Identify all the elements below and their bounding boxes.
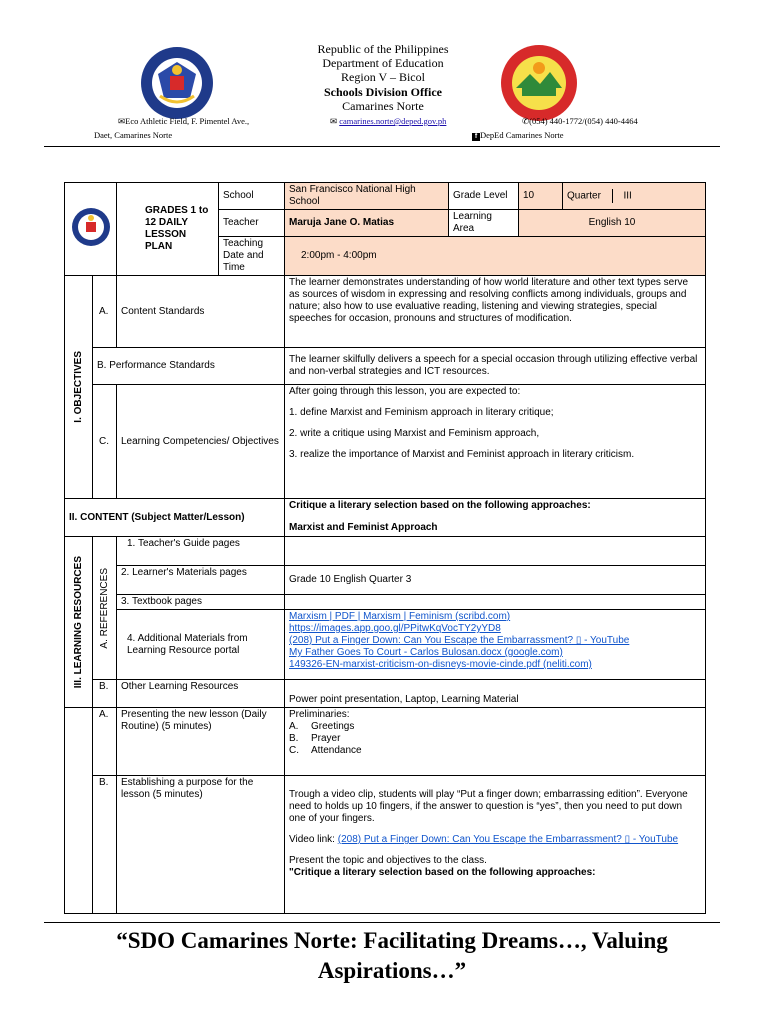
envelope-icon: ✉ (118, 116, 126, 126)
presenting-label: Presenting the new lesson (Daily Routine) (5 minutes) (117, 708, 285, 776)
quarter-label: Quarter (567, 190, 601, 202)
video-link[interactable]: (208) Put a Finger Down: Can You Escape the Embarrassment? ▯ - YouTube (337, 834, 679, 845)
competencies-text (285, 385, 706, 499)
email-icon: ✉ (330, 116, 338, 126)
school-value: San Francisco National High School (285, 183, 449, 210)
present-topic-text: Present the topic and objectives to the class. (289, 855, 487, 866)
other-resources-label: Other Learning Resources (117, 680, 285, 708)
other-resources-value: Power point presentation, Laptop, Learning Material (285, 680, 706, 708)
header-divider (44, 146, 720, 147)
list-item: A. Greetings (289, 721, 355, 732)
deped-small-logo (71, 207, 111, 247)
references-title: A. REFERENCES (98, 567, 110, 649)
competencies-intro: After going through this lesson, you are expected to: (289, 386, 521, 397)
teachers-guide-label: 1. Teacher's Guide pages (117, 537, 285, 566)
critique-text: "Critique a literary selection based on the following approaches: (289, 867, 596, 878)
quarter-divider (612, 189, 613, 203)
header-line-4: Schools Division Office (323, 84, 442, 99)
facebook-line: f DepEd Camarines Norte (472, 130, 564, 141)
learning-resources-section (65, 537, 93, 708)
letterhead (0, 0, 768, 150)
competency-item: 2. write a critique using Marxist and Feminism approach, (289, 428, 540, 439)
quarter-cell (563, 183, 706, 210)
division-seal-logo (500, 44, 578, 122)
preliminaries-text (285, 708, 706, 776)
teacher-value: Maruja Jane O. Matias (285, 210, 449, 237)
teaching-date-label: Teaching Date and Time (219, 237, 285, 276)
content-line-2: Marxist and Feminist Approach (289, 522, 438, 533)
agency-heading (270, 42, 496, 113)
additional-materials-links (285, 610, 706, 680)
footer-slogan: “SDO Camarines Norte: Facilitating Dreams…, Valuing Aspirations…” (116, 928, 668, 983)
teaching-date-value: 2:00pm - 4:00pm (285, 237, 706, 276)
address-line-2: Daet, Camarines Norte (94, 130, 173, 140)
content-line-1: Critique a literary selection based on the following approaches: (289, 500, 591, 511)
phone-icon: ✆ (522, 116, 530, 126)
content-standards-key: A. (93, 276, 117, 348)
content-text (285, 499, 706, 537)
procedures-section (65, 708, 93, 914)
resource-link[interactable]: My Father Goes To Court - Carlos Bulosan.docx (google.com) (289, 647, 563, 658)
preliminaries-intro: Preliminaries: (289, 709, 350, 720)
performance-standards-text: The learner skilfully delivers a speech for a special occasion through utilizing effective verbal and non-verbal strategies and ICT resources. (285, 348, 706, 385)
learners-materials-label: 2. Learner's Materials pages (117, 566, 285, 595)
header-line-3: Region V – Bicol (341, 70, 425, 85)
learning-area-value: English 10 (519, 210, 706, 237)
teacher-label: Teacher (219, 210, 285, 237)
facebook-icon: f (472, 133, 480, 141)
phone-line: ✆(054) 440-1772/(054) 440-4464 (522, 116, 638, 126)
objectives-section-title: I. OBJECTIVES (72, 351, 84, 423)
competencies-label: Learning Competencies/ Objectives (117, 385, 285, 499)
additional-materials-label: 4. Additional Materials from Learning Resource portal (117, 610, 285, 680)
header-line-1: Republic of the Philippines (317, 42, 449, 56)
deped-seal-logo (140, 46, 214, 120)
performance-standards-label: B. Performance Standards (93, 348, 285, 385)
lesson-plan-table (64, 182, 706, 914)
content-standards-label: Content Standards (117, 276, 285, 348)
grade-level-label: Grade Level (449, 183, 519, 210)
header-line-5: Camarines Norte (342, 98, 424, 113)
learners-materials-value: Grade 10 English Quarter 3 (285, 566, 706, 595)
learning-resources-title: III. LEARNING RESOURCES (72, 555, 84, 689)
deped-logo-cell (65, 183, 117, 276)
address-line-1: ✉Eco Athletic Field, F. Pimentel Ave., (118, 116, 250, 126)
quarter-value: III (623, 190, 632, 202)
purpose-label: Establishing a purpose for the lesson (5 minutes) (117, 776, 285, 914)
purpose-text (285, 776, 706, 914)
resource-link[interactable]: https://images.app.goo.gl/PPitwKqVocTY2yYD8 (289, 623, 501, 634)
content-standards-text: The learner demonstrates understanding of how world literature and other text types serve as sources of wisdom in expressing and resolving conflicts among individuals, groups and nature; also how to use evaluative reading, listening and viewing strategies, special speeches for occasion, pronouns and structures of modification. (285, 276, 706, 348)
resource-link[interactable]: (208) Put a Finger Down: Can You Escape the Embarrassment? ▯ - YouTube (289, 635, 630, 646)
objectives-section (65, 276, 93, 499)
grade-level-value: 10 (519, 183, 563, 210)
email-line (330, 116, 446, 127)
school-label: School (219, 183, 285, 210)
list-item: C. Attendance (289, 745, 362, 756)
video-link-line: Video link: (208) Put a Finger Down: Can You Escape the Embarrassment? ▯ - YouTube (289, 834, 679, 845)
email-link[interactable]: camarines.norte@deped.gov.ph (339, 116, 447, 126)
dlp-title: GRADES 1 to 12 DAILY LESSON PLAN (117, 183, 219, 276)
purpose-key: B. (93, 776, 117, 914)
learning-area-label: Learning Area (449, 210, 519, 237)
other-resources-key: B. (93, 680, 117, 708)
resource-link[interactable]: Marxism | PDF | Marxism | Feminism (scribd.com) (289, 611, 511, 622)
resource-link[interactable]: 149326-EN-marxist-criticism-on-disneys-movie-cinde.pdf (neliti.com) (289, 659, 592, 670)
references-section (93, 537, 117, 680)
footer-divider (44, 922, 720, 923)
competency-item: 1. define Marxist and Feminism approach in literary critique; (289, 407, 554, 418)
presenting-key: A. (93, 708, 117, 776)
textbook-pages-label: 3. Textbook pages (117, 595, 285, 610)
teachers-guide-value (285, 537, 706, 566)
list-item: B. Prayer (289, 733, 341, 744)
textbook-pages-value (285, 595, 706, 610)
competency-item: 3. realize the importance of Marxist and Feminist approach in literary criticism. (289, 449, 635, 460)
header-line-2: Department of Education (322, 56, 444, 71)
competencies-key: C. (93, 385, 117, 499)
content-label: II. CONTENT (Subject Matter/Lesson) (65, 499, 285, 537)
purpose-description: Trough a video clip, students will play “Put a finger down; embarrassing edition”. Everyone need to holds up 10 fingers, if the answer to question is “yes”, then you need to put down one of your fingers. (289, 789, 688, 824)
